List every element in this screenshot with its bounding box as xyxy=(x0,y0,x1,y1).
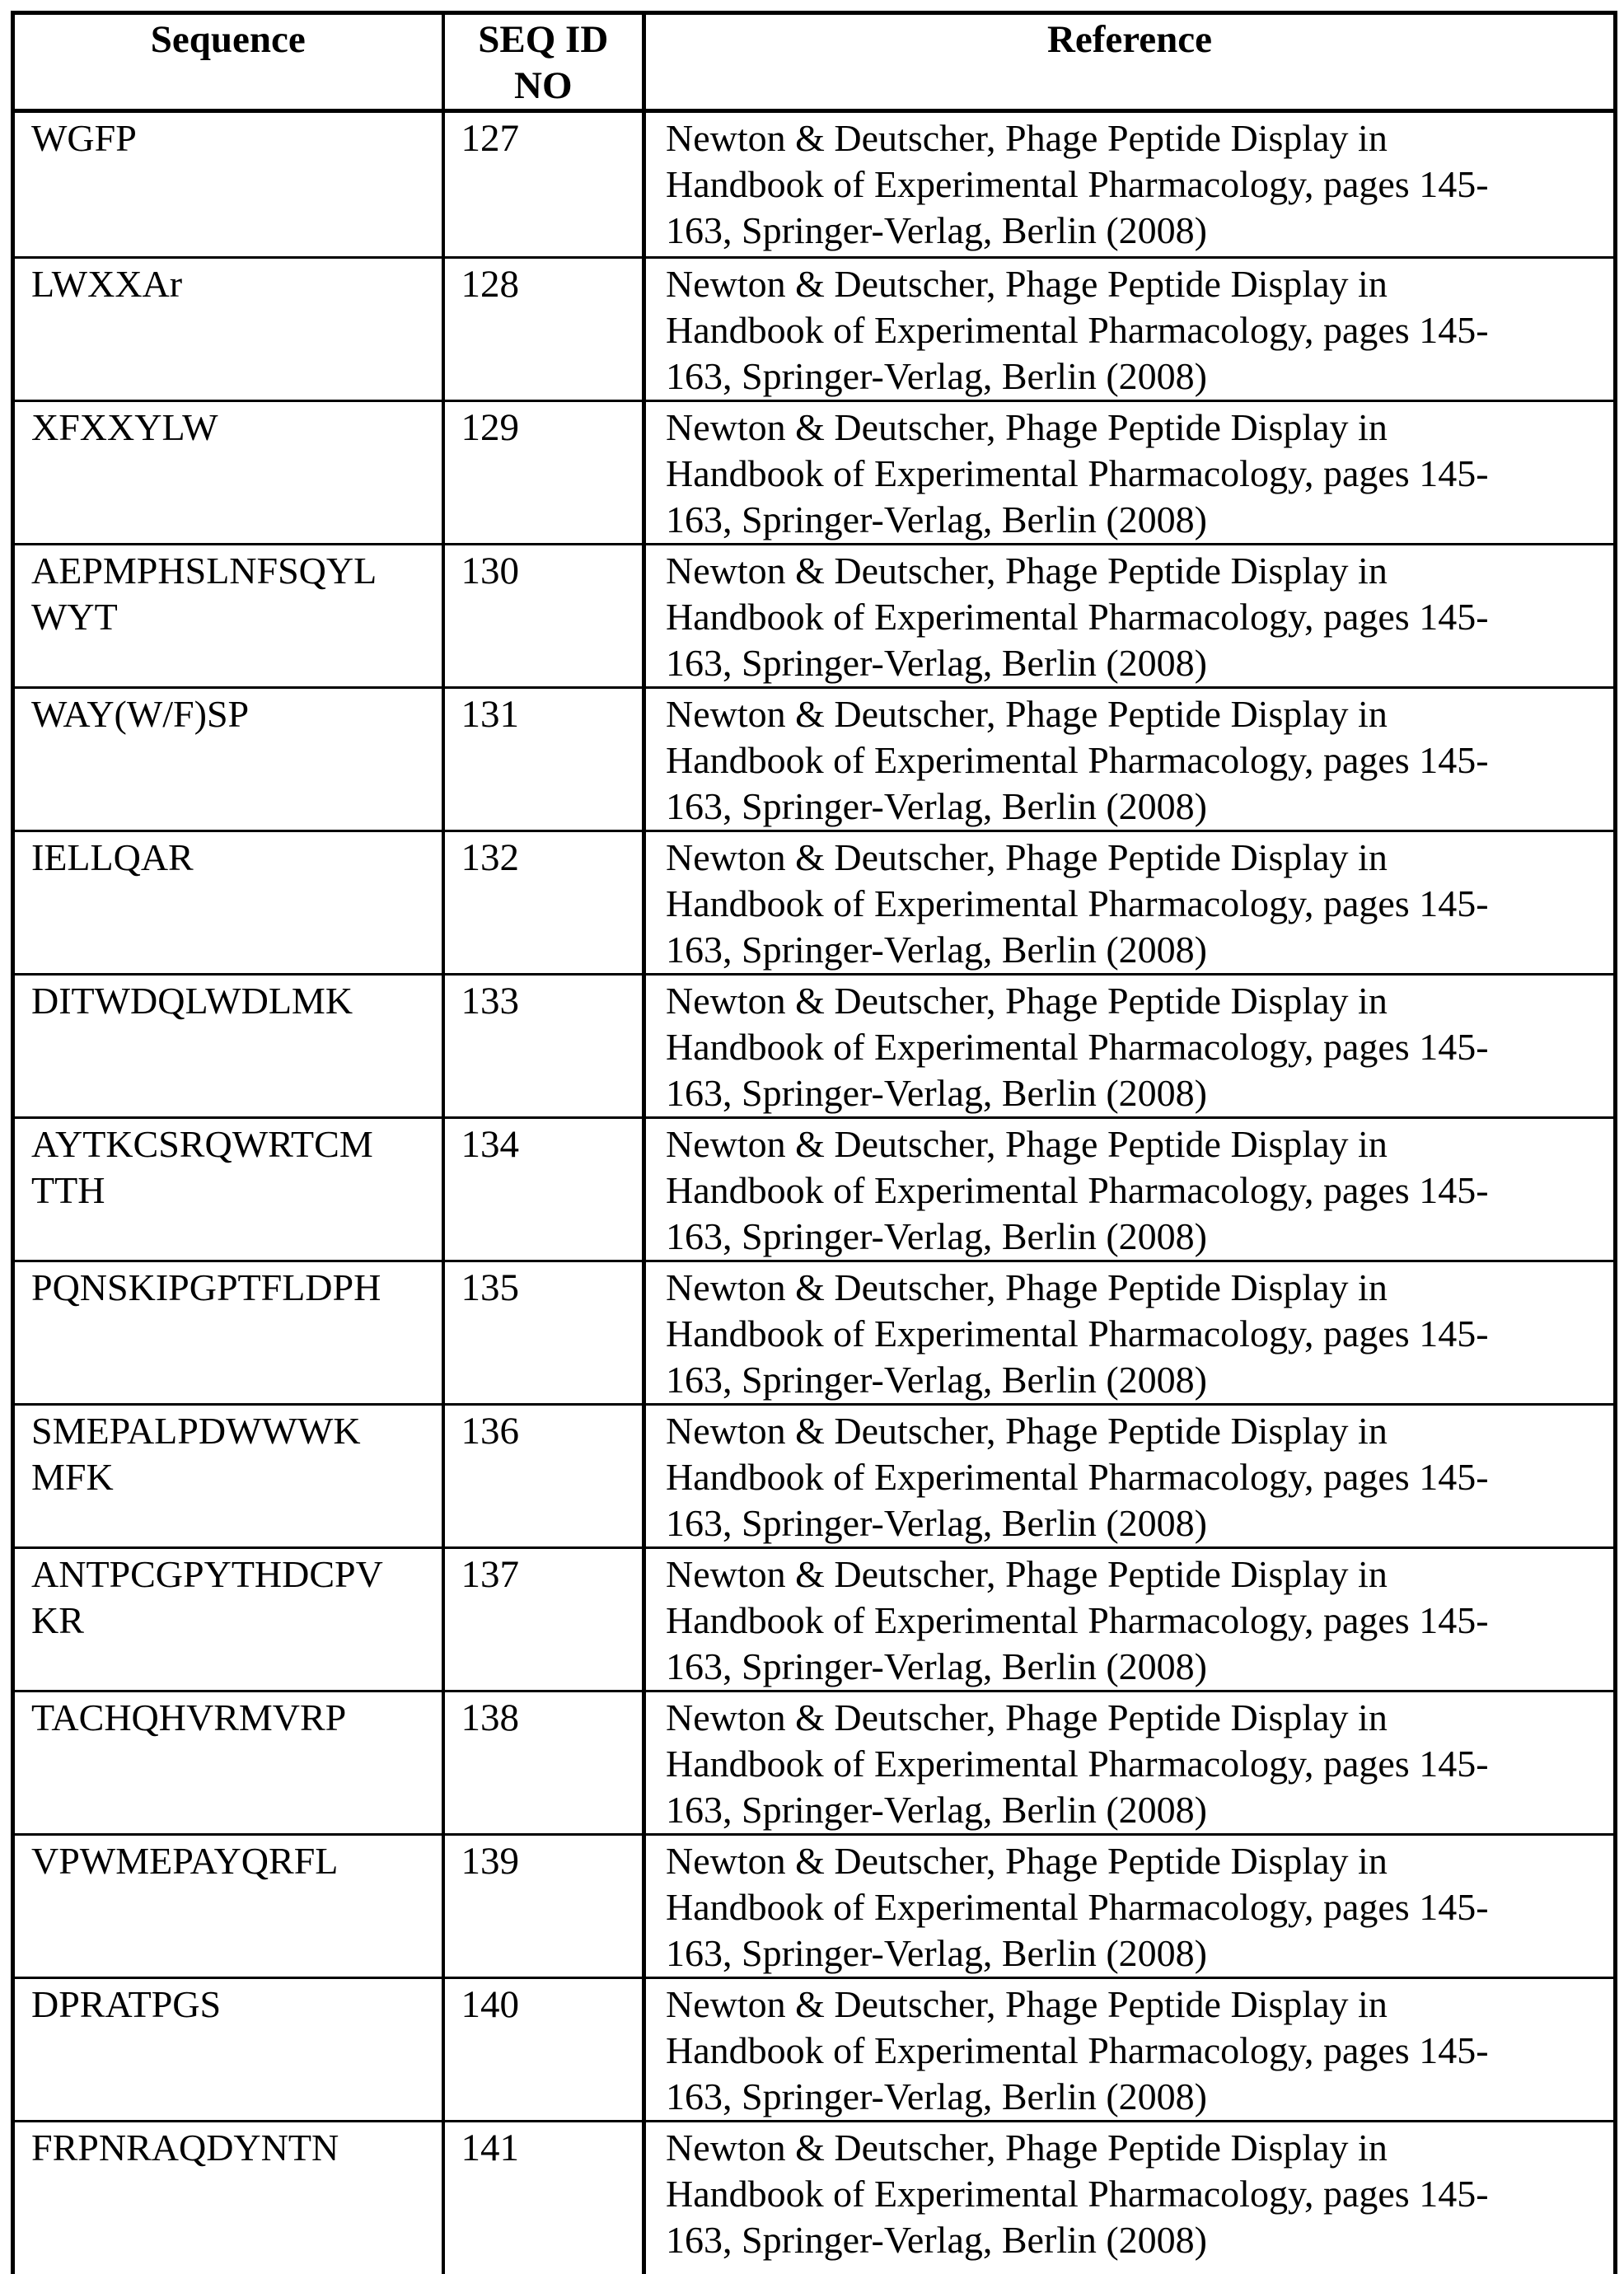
sequence-cell: LWXXAr xyxy=(13,258,443,401)
sequence-cell: PQNSKIPGPTFLDPH xyxy=(13,1261,443,1405)
table-row xyxy=(13,1548,1616,1691)
seq-id-cell: 133 xyxy=(443,975,644,1118)
sequence-cell: IELLQAR xyxy=(13,831,443,975)
reference-cell: Newton & Deutscher, Phage Peptide Display in Handbook of Experimental Pharmacology, pages 145- 163, Springer-Verlag, Berlin (2008) xyxy=(644,545,1616,688)
sequence-cell: FRPNRAQDYNTN xyxy=(13,2122,443,2274)
table-row xyxy=(13,1691,1616,1835)
column-header-seq-id-no: SEQ ID NO xyxy=(443,13,644,111)
reference-cell: Newton & Deutscher, Phage Peptide Display in Handbook of Experimental Pharmacology, pages 145- 163, Springer-Verlag, Berlin (2008) xyxy=(644,1548,1616,1691)
seq-id-cell: 127 xyxy=(443,111,644,258)
sequence-cell: AEPMPHSLNFSQYL WYT xyxy=(13,545,443,688)
seq-id-cell: 135 xyxy=(443,1261,644,1405)
reference-cell: Newton & Deutscher, Phage Peptide Display in Handbook of Experimental Pharmacology, pages 145- 163, Springer-Verlag, Berlin (2008) xyxy=(644,1261,1616,1405)
reference-cell: Newton & Deutscher, Phage Peptide Display in Handbook of Experimental Pharmacology, pages 145- 163, Springer-Verlag, Berlin (2008) xyxy=(644,1978,1616,2122)
reference-cell: Newton & Deutscher, Phage Peptide Display in Handbook of Experimental Pharmacology, pages 145- 163, Springer-Verlag, Berlin (2008) xyxy=(644,258,1616,401)
sequence-cell: ANTPCGPYTHDCPV KR xyxy=(13,1548,443,1691)
column-header-reference: Reference xyxy=(644,13,1616,111)
seq-id-cell: 131 xyxy=(443,688,644,831)
table-row xyxy=(13,111,1616,258)
seq-id-cell: 134 xyxy=(443,1118,644,1261)
sequence-cell: SMEPALPDWWWK MFK xyxy=(13,1405,443,1548)
reference-cell: Newton & Deutscher, Phage Peptide Display in Handbook of Experimental Pharmacology, pages 145- 163, Springer-Verlag, Berlin (2008) xyxy=(644,831,1616,975)
table-row xyxy=(13,1835,1616,1978)
reference-cell: Newton & Deutscher, Phage Peptide Display in Handbook of Experimental Pharmacology, pages 145- 163, Springer-Verlag, Berlin (2008) xyxy=(644,401,1616,545)
sequence-cell: DPRATPGS xyxy=(13,1978,443,2122)
seq-id-cell: 139 xyxy=(443,1835,644,1978)
seq-id-cell: 132 xyxy=(443,831,644,975)
table-row xyxy=(13,1978,1616,2122)
header-row xyxy=(13,13,1616,111)
seq-id-cell: 128 xyxy=(443,258,644,401)
sequence-cell: VPWMEPAYQRFL xyxy=(13,1835,443,1978)
reference-cell: Newton & Deutscher, Phage Peptide Display in Handbook of Experimental Pharmacology, pages 145- 163, Springer-Verlag, Berlin (2008) xyxy=(644,1405,1616,1548)
seq-id-cell: 140 xyxy=(443,1978,644,2122)
table-body xyxy=(13,111,1616,2274)
reference-cell: Newton & Deutscher, Phage Peptide Display in Handbook of Experimental Pharmacology, pages 145- 163, Springer-Verlag, Berlin (2008) xyxy=(644,1118,1616,1261)
reference-cell: Newton & Deutscher, Phage Peptide Display in Handbook of Experimental Pharmacology, pages 145- 163, Springer-Verlag, Berlin (2008) xyxy=(644,1691,1616,1835)
table-row xyxy=(13,401,1616,545)
sequence-cell: DITWDQLWDLMK xyxy=(13,975,443,1118)
reference-cell: Newton & Deutscher, Phage Peptide Display in Handbook of Experimental Pharmacology, pages 145- 163, Springer-Verlag, Berlin (2008) xyxy=(644,2122,1616,2274)
table-row xyxy=(13,2122,1616,2274)
reference-cell: Newton & Deutscher, Phage Peptide Display in Handbook of Experimental Pharmacology, pages 145- 163, Springer-Verlag, Berlin (2008) xyxy=(644,688,1616,831)
sequence-cell: TACHQHVRMVRP xyxy=(13,1691,443,1835)
reference-cell: Newton & Deutscher, Phage Peptide Display in Handbook of Experimental Pharmacology, pages 145- 163, Springer-Verlag, Berlin (2008) xyxy=(644,111,1616,258)
table-header xyxy=(13,13,1616,111)
table-row xyxy=(13,1261,1616,1405)
sequence-cell: XFXXYLW xyxy=(13,401,443,545)
sequence-cell: WGFP xyxy=(13,111,443,258)
seq-id-cell: 137 xyxy=(443,1548,644,1691)
seq-id-cell: 138 xyxy=(443,1691,644,1835)
table-row xyxy=(13,975,1616,1118)
seq-id-cell: 141 xyxy=(443,2122,644,2274)
table-row xyxy=(13,688,1616,831)
seq-id-cell: 130 xyxy=(443,545,644,688)
reference-cell: Newton & Deutscher, Phage Peptide Display in Handbook of Experimental Pharmacology, pages 145- 163, Springer-Verlag, Berlin (2008) xyxy=(644,975,1616,1118)
reference-cell: Newton & Deutscher, Phage Peptide Display in Handbook of Experimental Pharmacology, pages 145- 163, Springer-Verlag, Berlin (2008) xyxy=(644,1835,1616,1978)
column-header-sequence: Sequence xyxy=(13,13,443,111)
seq-id-cell: 129 xyxy=(443,401,644,545)
table-row xyxy=(13,1118,1616,1261)
seq-id-cell: 136 xyxy=(443,1405,644,1548)
table-row xyxy=(13,258,1616,401)
sequence-reference-table xyxy=(11,11,1617,2274)
table-row xyxy=(13,831,1616,975)
sequence-cell: AYTKCSRQWRTCM TTH xyxy=(13,1118,443,1261)
table-row xyxy=(13,545,1616,688)
sequence-cell: WAY(W/F)SP xyxy=(13,688,443,831)
table-row xyxy=(13,1405,1616,1548)
